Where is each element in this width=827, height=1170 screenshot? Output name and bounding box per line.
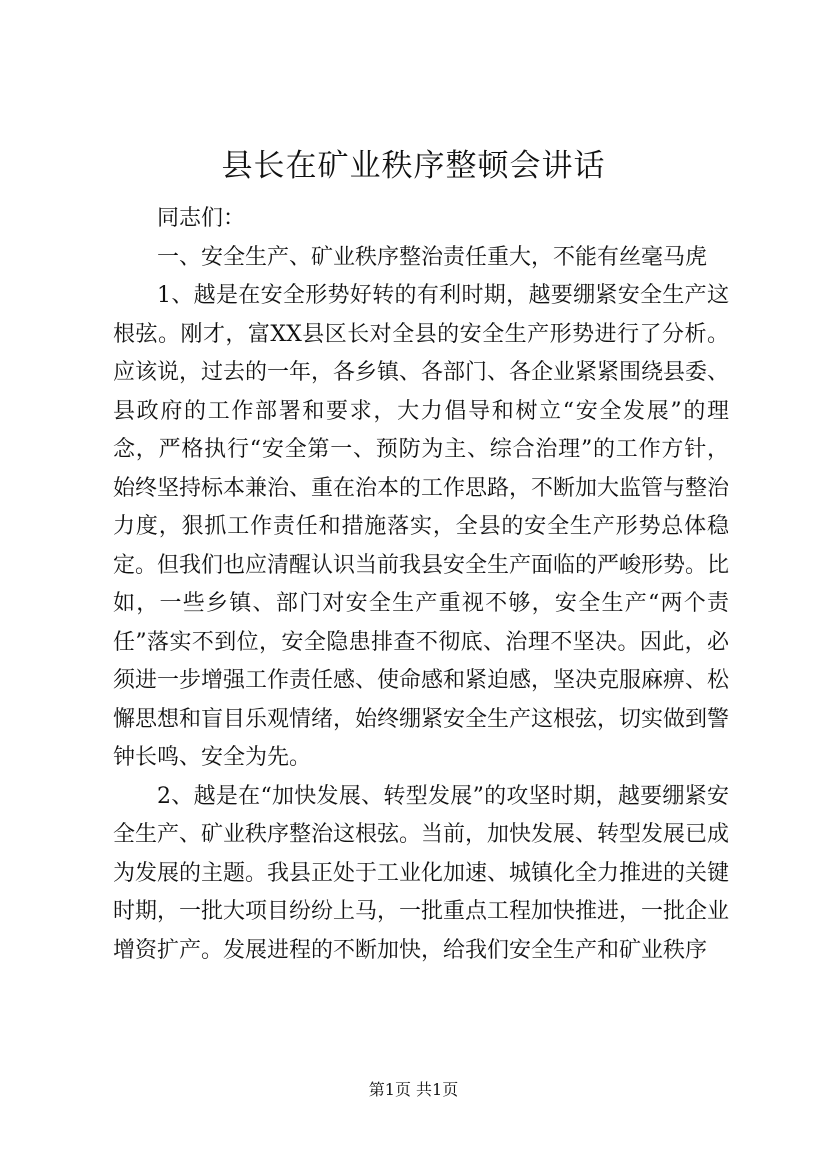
document-title: 县长在矿业秩序整顿会讲话 [221,148,606,184]
paragraph-1: 1、越是在安全形势好转的有利时期，越要绷紧安全生产这根弦。刚才，富XX县区长对全县的安全生产形势进行了分析。应该说，过去的一年，各乡镇、各部门、各企业紧紧围绕县委、县政府的工作部署和要求，大力倡导和树立“安全发展”的理念，严格执行“安全第一、预防为主、综合治理”的工作方针，始终坚持标本兼治、重在治本的工作思路，不断加大监管与整治力度，狠抓工作责任和措施落实，全县的安全生产形势总体稳定。但我们也应清醒认识当前我县安全生产面临的严峻形势。比如，一些乡镇、部门对安全生产重视不够，安全生产“两个责任”落实不到位，安全隐患排查不彻底、治理不坚决。因此，必须进一步增强工作责任感、使命感和紧迫感，坚决克服麻痹、松懈思想和盲目乐观情绪，始终绷紧安全生产这根弦，切实做到警钟长鸣、安全为先。 [113,283,730,770]
document-body [113,200,729,970]
section-heading-1: 一、安全生产、矿业秩序整治责任重大，不能有丝毫马虎 [157,244,708,270]
page-number-footer: 第1页 共1页 [368,1080,459,1099]
paragraph-2: 2、越是在“加快发展、转型发展”的攻坚时期，越要绷紧安全生产、矿业秩序整治这根弦。当前，加快发展、转型发展已成为发展的主题。我县正处于工业化加速、城镇化全力推进的关键时期，一批大项目纷纷上马，一批重点工程加快推进，一批企业增资扩产。发展进程的不断加快，给我们安全生产和矿业秩序 [113,783,730,963]
salutation: 同志们： [157,206,246,231]
